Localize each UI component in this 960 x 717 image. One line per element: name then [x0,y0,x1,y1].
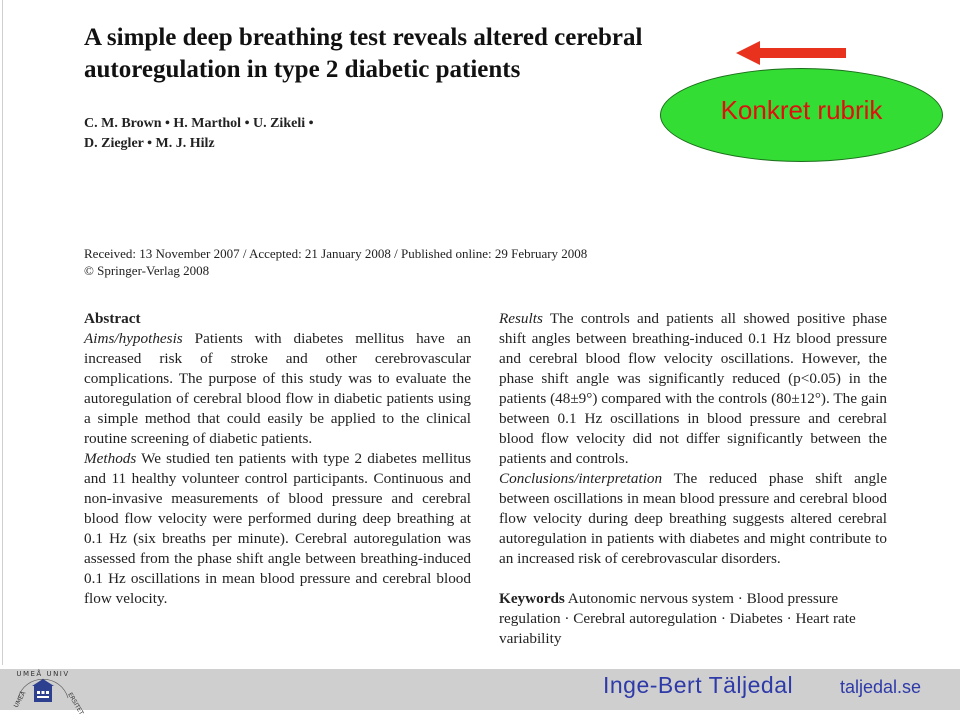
conclusions-label: Conclusions/interpretation [499,470,663,487]
website-label: taljedal.se [840,677,922,697]
methods-text: We studied ten patients with type 2 diabetes mellitus and 11 healthy volunteer control participants. Continuous and non-invasive measurements of blood pressure and cerebral blood flow velocity were performed during deep breathing at 0.1 Hz (six breaths per minute). Cerebral autoregulation was assessed from the phase shift angle between breathing-induced 0.1 Hz oscillations in mean blood pressure and cerebral blood flow velocity. [84,450,471,607]
results-text: The controls and patients all showed positive phase shift angles between breathing-induced 0.1 Hz blood pressure and cerebral blood flow velocity oscillations. However, the phase shift angle was significantly reduced (p<0.05) in the patients (48±9°) compared with the controls (80±12°). The gain between 0.1 Hz oscillations in blood pressure and cerebral blood flow velocity did not differ significantly between the patients and controls. [499,310,887,467]
author-list [84,114,404,154]
arrow-left-icon [736,40,846,66]
footer-bar [0,669,960,710]
authors-line-2: D. Ziegler • M. J. Hilz [84,136,215,151]
callout-bubble [660,68,943,162]
arrow-shape [736,41,846,65]
publication-info [84,245,644,279]
keywords-text: Autonomic nervous system · Blood pressure regulation · Cerebral autoregulation · Diabetes · Heart rate variability [499,590,856,647]
aims-text: Patients with diabetes mellitus have an increased risk of stroke and other cerebrovascular complications. The purpose of this study was to evaluate the autoregulation of cerebral blood flow in diabetic patients using a simple method that could easily be applied to the clinical routine screening of diabetic patients. [84,330,471,447]
conclusions-text: The reduced phase shift angle between oscillations in mean blood pressure and cerebral blood flow velocity during deep breathing suggests altered cerebral autoregulation in patients with diabetes and might contribute to an increased risk of cerebrovascular disorders. [499,470,887,567]
page-edge-rule [2,0,3,665]
authors-line-1: C. M. Brown • H. Marthol • U. Zikeli • [84,116,314,131]
copyright-line: © Springer-Verlag 2008 [84,263,210,278]
svg-text:UMEÅ UNIV: UMEÅ UNIV [16,670,70,678]
results-label: Results [499,310,543,327]
svg-text:UMEÅ: UMEÅ [12,690,28,709]
svg-text:ERSITET: ERSITET [66,691,85,717]
abstract-left-column [84,309,471,609]
results-paragraph [499,309,887,469]
methods-paragraph [84,449,471,609]
callout-text: Konkret rubrik [720,94,883,125]
keywords-label: Keywords [499,590,565,607]
methods-label: Methods [84,450,137,467]
aims-paragraph [84,329,471,449]
author-name: Inge-Bert Täljedal [603,672,794,698]
keywords-paragraph [499,589,887,649]
aims-label: Aims/hypothesis [84,330,183,347]
article-title: A simple deep breathing test reveals altered cerebral autoregulation in type 2 diabetic patients [84,24,643,83]
university-seal-icon [10,664,85,717]
conclusions-paragraph [499,469,887,569]
abstract-right-column [499,309,887,649]
abstract-heading: Abstract [84,310,141,327]
received-dates: Received: 13 November 2007 / Accepted: 21 January 2008 / Published online: 29 February 2008 [84,246,588,261]
